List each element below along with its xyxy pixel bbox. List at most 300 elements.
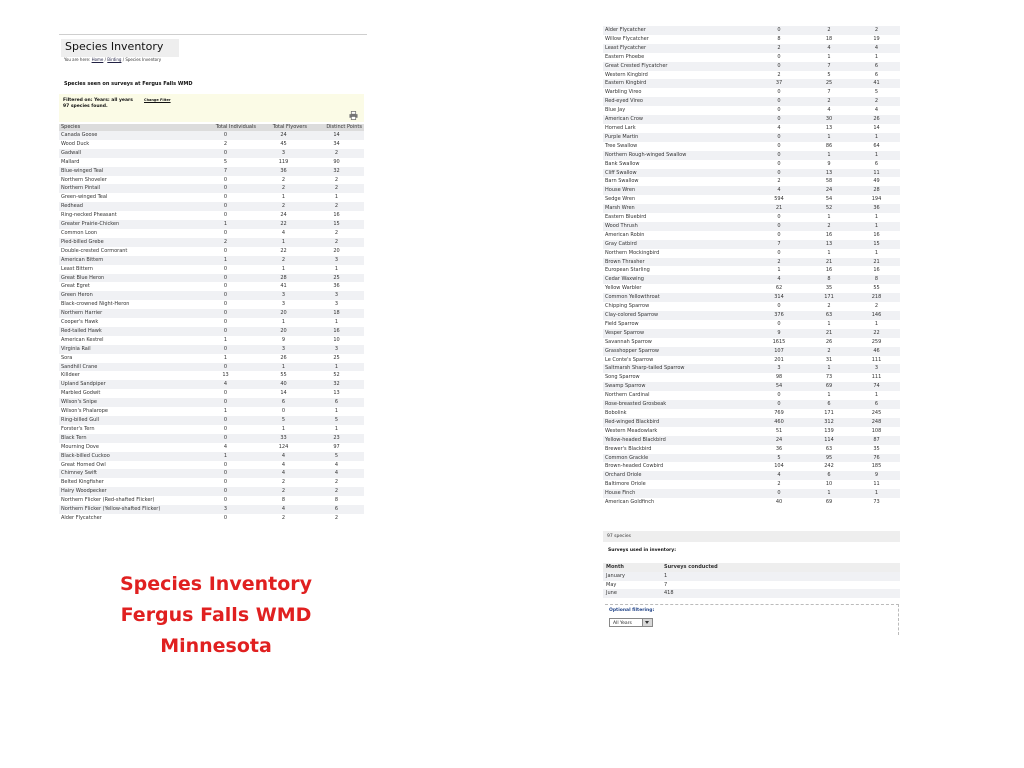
- total-flyovers-cell: 171: [824, 409, 834, 416]
- table-row: [603, 489, 900, 498]
- total-individuals-cell: 37: [753, 79, 805, 88]
- table-row: [59, 247, 364, 256]
- total-flyovers-cell: 45: [280, 140, 287, 147]
- distinct-points-cell: 22: [853, 329, 900, 338]
- total-flyovers-cell: 36: [258, 167, 309, 176]
- column-header-distinct-points[interactable]: Distinct Points: [309, 124, 364, 131]
- table-row: [603, 302, 900, 311]
- change-filter-link[interactable]: Change Filter: [144, 98, 171, 102]
- total-individuals-cell: 62: [775, 285, 783, 292]
- table-row: [59, 407, 364, 416]
- total-individuals-cell: 0: [777, 303, 781, 310]
- distinct-points-cell: 146: [853, 311, 900, 320]
- species-name-cell: Common Yellowthroat: [603, 293, 753, 302]
- table-row: [59, 193, 364, 202]
- table-row: [603, 97, 900, 106]
- total-flyovers-cell: 4: [805, 44, 853, 53]
- total-individuals-cell: 0: [777, 53, 781, 60]
- total-individuals-cell: 98: [775, 374, 783, 381]
- distinct-points-cell: 2: [853, 26, 900, 35]
- total-individuals-cell: 1: [777, 267, 781, 274]
- table-row: [603, 204, 900, 213]
- table-row: [59, 380, 364, 389]
- total-flyovers-cell: 6: [805, 400, 853, 409]
- total-flyovers-cell: 1: [805, 133, 853, 142]
- table-row: [59, 478, 364, 487]
- species-name-cell: Common Loon: [61, 229, 98, 236]
- total-flyovers-cell: 5: [827, 71, 831, 78]
- total-individuals-cell: 0: [193, 487, 258, 496]
- total-individuals-cell: 0: [193, 416, 258, 425]
- total-individuals-cell: 40: [775, 499, 783, 506]
- distinct-points-cell: 1: [853, 222, 900, 231]
- total-individuals-cell: 1615: [772, 338, 786, 345]
- total-flyovers-cell: 40: [258, 380, 309, 389]
- total-flyovers-cell: 139: [824, 427, 834, 434]
- section-title: Species seen on surveys at Fergus Falls WMD: [64, 81, 193, 87]
- species-name-cell: Great Blue Heron: [59, 274, 193, 283]
- table-row: [59, 318, 364, 327]
- species-name-cell: Cooper's Hawk: [61, 319, 99, 326]
- total-flyovers-cell: 3: [258, 291, 309, 300]
- total-individuals-cell: 1: [223, 408, 228, 415]
- distinct-points-cell: 3: [309, 256, 364, 265]
- species-name-cell: Sora: [61, 354, 73, 361]
- total-individuals-cell: 0: [193, 184, 258, 193]
- distinct-points-cell: 1: [874, 249, 879, 256]
- species-name-cell: Warbling Vireo: [605, 89, 642, 96]
- table-row: [603, 266, 900, 275]
- surveys-conducted-cell: 418: [661, 589, 900, 598]
- distinct-points-cell: 6: [874, 160, 879, 167]
- breadcrumb-birding-link[interactable]: Birding: [107, 57, 122, 62]
- column-header-species[interactable]: Species: [59, 124, 193, 131]
- species-name-cell: Northern Rough-winged Swallow: [603, 151, 753, 160]
- total-individuals-cell: 0: [223, 479, 228, 486]
- total-flyovers-cell: 312: [805, 418, 853, 427]
- total-individuals-cell: 2: [753, 258, 805, 267]
- distinct-points-cell: 18: [309, 309, 364, 318]
- distinct-points-cell: 16: [873, 267, 880, 274]
- distinct-points-cell: 6: [309, 505, 364, 514]
- table-row: [59, 256, 364, 265]
- species-name-cell: Gray Catbird: [603, 240, 753, 249]
- total-individuals-cell: 54: [753, 382, 805, 391]
- total-flyovers-cell: 28: [258, 274, 309, 283]
- table-row: [603, 53, 900, 62]
- total-flyovers-cell: 2: [258, 184, 309, 193]
- left-inventory-panel: [59, 34, 367, 527]
- species-name-cell: American Bittern: [59, 256, 193, 265]
- total-flyovers-cell: 3: [281, 301, 286, 308]
- species-name-cell: Cliff Swallow: [603, 169, 753, 178]
- species-name-cell: Blue-winged Teal: [59, 167, 193, 176]
- total-flyovers-cell: 1: [827, 214, 831, 221]
- total-flyovers-cell: 3: [258, 149, 309, 158]
- total-individuals-cell: 4: [753, 275, 805, 284]
- species-name-cell: Marsh Wren: [603, 204, 753, 213]
- table-row: [59, 354, 364, 363]
- total-individuals-cell: 24: [753, 436, 805, 445]
- table-row: [603, 347, 900, 356]
- table-row: [59, 220, 364, 229]
- table-row: [603, 222, 900, 231]
- total-individuals-cell: 4: [223, 443, 228, 450]
- total-individuals-cell: 0: [193, 345, 258, 354]
- species-name-cell: Sandhill Crane: [59, 363, 193, 372]
- table-row: [603, 115, 900, 124]
- species-name-cell: Orchard Oriole: [603, 471, 753, 480]
- table-row: [59, 371, 364, 380]
- table-row: [603, 62, 900, 71]
- table-row: [59, 291, 364, 300]
- month-cell: June: [603, 589, 661, 598]
- total-flyovers-cell: 2: [281, 176, 286, 183]
- species-name-cell: American Robin: [605, 231, 645, 238]
- species-name-cell: Hairy Woodpecker: [59, 487, 193, 496]
- column-header-total-individuals[interactable]: Total Individuals: [193, 124, 258, 131]
- distinct-points-cell: 52: [333, 372, 340, 379]
- total-individuals-cell: 0: [777, 142, 781, 149]
- total-flyovers-cell: 4: [258, 505, 309, 514]
- total-individuals-cell: 1: [223, 354, 228, 361]
- total-individuals-cell: 2: [223, 140, 228, 147]
- distinct-points-cell: 2: [309, 184, 364, 193]
- species-name-cell: Willow Flycatcher: [605, 35, 649, 42]
- total-individuals-cell: 0: [193, 309, 258, 318]
- total-flyovers-cell: 6: [805, 471, 853, 480]
- distinct-points-cell: 87: [853, 436, 900, 445]
- distinct-points-cell: 10: [333, 336, 340, 343]
- total-flyovers-cell: 2: [827, 303, 831, 310]
- year-select[interactable]: [609, 618, 653, 627]
- total-individuals-cell: 769: [774, 409, 784, 416]
- table-row: [59, 496, 364, 505]
- distinct-points-cell: 3: [334, 301, 339, 308]
- species-name-cell: Black-billed Cuckoo: [59, 452, 193, 461]
- species-name-cell: Yellow-headed Blackbird: [603, 436, 753, 445]
- distinct-points-cell: 34: [333, 140, 340, 147]
- total-flyovers-cell: 119: [278, 158, 289, 165]
- total-flyovers-cell: 4: [258, 469, 309, 478]
- table-row: [59, 282, 364, 291]
- species-name-cell: Clay-colored Sparrow: [603, 311, 753, 320]
- distinct-points-cell: 4: [874, 107, 879, 114]
- total-flyovers-cell: 24: [805, 186, 853, 195]
- species-name-cell: Northern Mockingbird: [605, 249, 660, 256]
- table-row: [603, 471, 900, 480]
- total-individuals-cell: 0: [777, 231, 781, 238]
- print-icon[interactable]: [349, 111, 358, 120]
- table-row: [59, 229, 364, 238]
- species-name-cell: Forster's Tern: [61, 425, 95, 432]
- breadcrumb-prefix: You are here:: [64, 57, 91, 62]
- species-name-cell: Wood Thrush: [603, 222, 753, 231]
- table-row: [59, 184, 364, 193]
- species-name-cell: Wilson's Phalarope: [61, 408, 108, 415]
- caption-line-1: Species Inventory: [119, 573, 313, 595]
- species-name-cell: Northern Cardinal: [605, 392, 650, 399]
- table-row: [603, 284, 900, 293]
- distinct-points-cell: 73: [873, 499, 880, 506]
- table-row: [603, 231, 900, 240]
- species-name-cell: Least Bittern: [61, 265, 93, 272]
- total-flyovers-cell: 33: [258, 434, 309, 443]
- distinct-points-cell: 259: [871, 338, 882, 345]
- total-individuals-cell: 21: [753, 204, 805, 213]
- table-row: [603, 160, 900, 169]
- total-flyovers-cell: 114: [805, 436, 853, 445]
- total-individuals-cell: 3: [193, 505, 258, 514]
- total-individuals-cell: 0: [193, 327, 258, 336]
- total-flyovers-cell: 2: [805, 26, 853, 35]
- distinct-points-cell: 5: [309, 452, 364, 461]
- total-individuals-cell: 0: [223, 283, 228, 290]
- total-flyovers-cell: 1: [827, 249, 831, 256]
- species-name-cell: Western Meadowlark: [605, 427, 658, 434]
- table-row: [59, 416, 364, 425]
- distinct-points-cell: 2: [309, 149, 364, 158]
- table-row: [59, 167, 364, 176]
- table-row: [603, 142, 900, 151]
- species-name-cell: Great Crested Flycatcher: [603, 62, 753, 71]
- breadcrumb-home-link[interactable]: Home: [91, 57, 104, 62]
- total-individuals-cell: 2: [777, 71, 781, 78]
- species-found-text: 97 species found.: [63, 104, 108, 109]
- distinct-points-cell: 6: [309, 398, 364, 407]
- total-individuals-cell: 0: [753, 400, 805, 409]
- total-flyovers-cell: 2: [281, 479, 286, 486]
- total-flyovers-cell: 86: [825, 142, 833, 149]
- total-individuals-cell: 0: [223, 265, 228, 272]
- table-row: [603, 88, 900, 97]
- distinct-points-cell: 194: [871, 196, 882, 203]
- distinct-points-cell: 16: [309, 327, 364, 336]
- column-header-total-flyovers[interactable]: Total Flyovers: [258, 124, 309, 131]
- species-name-cell: Western Kingbird: [605, 71, 648, 78]
- total-individuals-cell: 0: [777, 320, 781, 327]
- species-name-cell: Chipping Sparrow: [605, 303, 650, 310]
- total-flyovers-cell: 54: [825, 196, 833, 203]
- species-name-cell: Northern Flicker (Yellow-shafted Flicker): [59, 505, 193, 514]
- total-flyovers-cell: 4: [281, 229, 286, 236]
- total-individuals-cell: 1: [193, 220, 258, 229]
- total-individuals-cell: 0: [193, 202, 258, 211]
- distinct-points-cell: 1: [334, 194, 339, 201]
- species-name-cell: Rose-breasted Grosbeak: [603, 400, 753, 409]
- distinct-points-cell: 1: [853, 151, 900, 160]
- table-row: [603, 79, 900, 88]
- table-row: [603, 320, 900, 329]
- species-name-cell: Eastern Phoebe: [605, 53, 645, 60]
- total-individuals-cell: 8: [777, 35, 781, 42]
- total-individuals-cell: 0: [777, 392, 781, 399]
- total-individuals-cell: 9: [753, 329, 805, 338]
- total-flyovers-cell: 35: [825, 285, 833, 292]
- total-flyovers-cell: 41: [280, 283, 287, 290]
- total-flyovers-cell: 21: [805, 258, 853, 267]
- total-individuals-cell: 2: [777, 481, 781, 488]
- total-individuals-cell: 1: [193, 256, 258, 265]
- caption-line-2: Fergus Falls WMD: [120, 604, 312, 626]
- surveys-header-row: [603, 563, 900, 572]
- table-row: [603, 258, 900, 267]
- table-row: [603, 462, 900, 471]
- total-flyovers-cell: 2: [281, 514, 286, 521]
- total-flyovers-cell: 21: [805, 329, 853, 338]
- table-row: [603, 436, 900, 445]
- distinct-points-cell: 3: [309, 291, 364, 300]
- right-inventory-panel: [603, 27, 900, 510]
- total-individuals-cell: 0: [193, 274, 258, 283]
- distinct-points-cell: 21: [853, 258, 900, 267]
- distinct-points-cell: 23: [309, 434, 364, 443]
- total-flyovers-cell: 14: [280, 390, 287, 397]
- table-row: [59, 149, 364, 158]
- distinct-points-cell: 3: [853, 364, 900, 373]
- total-flyovers-cell: 4: [258, 452, 309, 461]
- distinct-points-cell: 36: [853, 204, 900, 213]
- species-name-cell: Eastern Kingbird: [603, 79, 753, 88]
- distinct-points-cell: 1: [874, 214, 879, 221]
- table-row: [603, 44, 900, 53]
- table-row: [59, 425, 364, 434]
- total-flyovers-cell: 13: [825, 124, 833, 131]
- table-row: [59, 452, 364, 461]
- distinct-points-cell: 111: [871, 356, 882, 363]
- distinct-points-cell: 2: [334, 229, 339, 236]
- total-individuals-cell: 36: [775, 445, 783, 452]
- total-individuals-cell: 460: [753, 418, 805, 427]
- total-flyovers-cell: 26: [280, 354, 287, 361]
- total-flyovers-cell: 171: [805, 293, 853, 302]
- total-individuals-cell: 0: [753, 169, 805, 178]
- distinct-points-cell: 5: [309, 416, 364, 425]
- total-individuals-cell: 314: [753, 293, 805, 302]
- table-row: [59, 176, 364, 185]
- total-flyovers-cell: 13: [805, 169, 853, 178]
- distinct-points-cell: 1: [853, 133, 900, 142]
- table-row: [59, 389, 364, 398]
- table-row: [603, 169, 900, 178]
- total-flyovers-cell: 30: [805, 115, 853, 124]
- year-select-value: All Years: [613, 621, 632, 626]
- distinct-points-cell: 25: [309, 274, 364, 283]
- column-header-month: Month: [603, 563, 661, 572]
- species-table-right: [603, 26, 900, 507]
- table-row: [603, 329, 900, 338]
- table-row: [59, 505, 364, 514]
- total-flyovers-cell: 1: [805, 489, 853, 498]
- species-name-cell: Green Heron: [59, 291, 193, 300]
- surveys-used-title: Surveys used in inventory:: [608, 548, 676, 553]
- distinct-points-cell: 218: [853, 293, 900, 302]
- distinct-points-cell: 26: [853, 115, 900, 124]
- total-flyovers-cell: 22: [280, 247, 287, 254]
- table-row: [59, 336, 364, 345]
- species-name-cell: Cedar Waxwing: [603, 275, 753, 284]
- distinct-points-cell: 19: [873, 35, 880, 42]
- distinct-points-cell: 2: [309, 202, 364, 211]
- distinct-points-cell: 245: [871, 409, 882, 416]
- distinct-points-cell: 6: [853, 400, 900, 409]
- species-name-cell: Greater Prairie-Chicken: [59, 220, 193, 229]
- table-row: [603, 275, 900, 284]
- table-row: [603, 364, 900, 373]
- species-name-cell: Killdeer: [61, 372, 80, 379]
- species-name-cell: Alder Flycatcher: [61, 514, 102, 521]
- distinct-points-cell: 2: [334, 176, 339, 183]
- total-flyovers-cell: 8: [281, 497, 286, 504]
- chevron-down-icon[interactable]: [642, 619, 652, 626]
- table-row: [603, 427, 900, 436]
- species-name-cell: Ring-billed Gull: [59, 416, 193, 425]
- distinct-points-cell: 1: [874, 392, 879, 399]
- distinct-points-cell: 36: [333, 283, 340, 290]
- total-individuals-cell: 0: [223, 390, 228, 397]
- species-name-cell: Common Grackle: [603, 454, 753, 463]
- table-row: [603, 124, 900, 133]
- species-name-cell: American Crow: [603, 115, 753, 124]
- survey-summary-panel: [603, 531, 900, 635]
- total-individuals-cell: 0: [193, 149, 258, 158]
- total-individuals-cell: 13: [222, 372, 229, 379]
- table-row: [603, 240, 900, 249]
- table-row: [603, 151, 900, 160]
- distinct-points-cell: 1: [334, 425, 339, 432]
- species-name-cell: Red-tailed Hawk: [59, 327, 193, 336]
- species-name-cell: Saltmarsh Sharp-tailed Sparrow: [603, 364, 753, 373]
- distinct-points-cell: 2: [309, 238, 364, 247]
- column-header-surveys-conducted: Surveys conducted: [661, 563, 900, 572]
- month-cell: May: [606, 581, 617, 588]
- species-name-cell: Great Horned Owl: [61, 461, 106, 468]
- total-flyovers-cell: 1: [281, 265, 286, 272]
- table-row: [603, 418, 900, 427]
- total-individuals-cell: 5: [223, 158, 228, 165]
- table-row: [603, 71, 900, 80]
- distinct-points-cell: 4: [309, 469, 364, 478]
- total-flyovers-cell: 2: [805, 222, 853, 231]
- species-name-cell: Blue Jay: [605, 107, 626, 114]
- distinct-points-cell: 20: [333, 247, 340, 254]
- total-individuals-cell: 0: [193, 398, 258, 407]
- total-individuals-cell: 0: [193, 131, 258, 140]
- table-row: [603, 186, 900, 195]
- total-flyovers-cell: 24: [280, 212, 287, 219]
- table-row: [603, 391, 900, 400]
- total-flyovers-cell: 58: [825, 178, 833, 185]
- total-individuals-cell: 0: [753, 97, 805, 106]
- table-row: [603, 133, 900, 142]
- species-name-cell: House Finch: [603, 489, 753, 498]
- total-individuals-cell: 4: [777, 124, 781, 131]
- species-name-cell: Swamp Sparrow: [603, 382, 753, 391]
- total-individuals-cell: 0: [777, 107, 781, 114]
- distinct-points-cell: 46: [853, 347, 900, 356]
- table-row: [603, 454, 900, 463]
- total-flyovers-cell: 95: [805, 454, 853, 463]
- table-row: [59, 202, 364, 211]
- table-row: [59, 469, 364, 478]
- total-individuals-cell: 0: [193, 434, 258, 443]
- species-name-cell: Gadwall: [59, 149, 193, 158]
- distinct-points-cell: 1: [309, 363, 364, 372]
- total-individuals-cell: 0: [193, 469, 258, 478]
- total-individuals-cell: 0: [777, 214, 781, 221]
- table-row: [59, 461, 364, 470]
- table-row: [603, 311, 900, 320]
